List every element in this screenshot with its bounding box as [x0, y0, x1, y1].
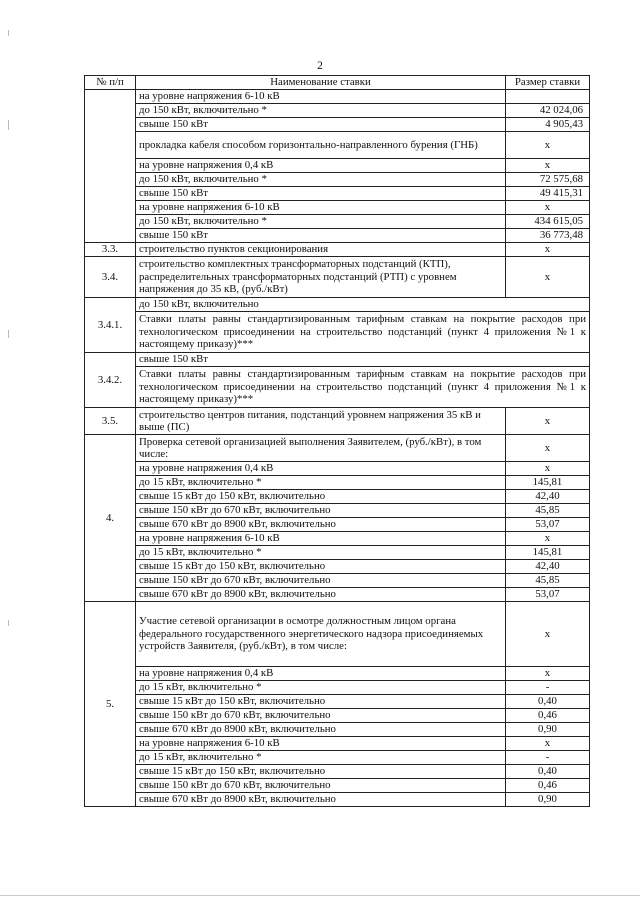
row-name: до 15 кВт, включительно * — [136, 751, 506, 765]
row-value: 0,46 — [506, 709, 590, 723]
row-name: до 150 кВт, включительно — [136, 298, 590, 312]
row-value: 0,40 — [506, 695, 590, 709]
header-num: № п/п — [85, 76, 136, 90]
row-value: х — [506, 132, 590, 159]
table-row — [85, 353, 590, 367]
table-row — [85, 560, 590, 574]
table-row — [85, 504, 590, 518]
row-name: свыше 15 кВт до 150 кВт, включительно — [136, 765, 506, 779]
table-row — [85, 546, 590, 560]
row-value: 0,46 — [506, 779, 590, 793]
row-name: строительство комплектных трансформаторных подстанций (КТП), распределительных трансформаторных подстанций (РТП) с уровнем напряжения до 35 кВ, (руб./кВт) — [136, 257, 506, 298]
row-num: 4. — [85, 435, 136, 602]
table-row — [85, 462, 590, 476]
row-note: Ставки платы равны стандартизированным тарифным ставкам на покрытие расходов при технологическом присоединении на строительство подстанций (пункт 4 приложения №1 к настоящему приказу)*** — [136, 367, 590, 408]
row-name: на уровне напряжения 0,4 кВ — [136, 159, 506, 173]
row-note: Ставки платы равны стандартизированным тарифным ставкам на покрытие расходов при технологическом присоединении на строительство подстанций (пункт 4 приложения №1 к настоящему приказу)*** — [136, 312, 590, 353]
table-row — [85, 779, 590, 793]
row-name: на уровне напряжения 0,4 кВ — [136, 462, 506, 476]
row-value: 42,40 — [506, 490, 590, 504]
row-value: 49 415,31 — [506, 187, 590, 201]
header-size: Размер ставки — [506, 76, 590, 90]
row-name: Участие сетевой организации в осмотре должностным лицом органа федерального государственного энергетического надзора присоединяемых устройств Заявителя, (руб./кВт), в том числе: — [136, 602, 506, 667]
table-row — [85, 312, 590, 353]
row-name: свыше 150 кВт — [136, 229, 506, 243]
row-name: до 150 кВт, включительно * — [136, 104, 506, 118]
row-name: Проверка сетевой организацией выполнения Заявителем, (руб./кВт), в том числе: — [136, 435, 506, 462]
row-value: 42 024,06 — [506, 104, 590, 118]
table-row — [85, 408, 590, 435]
table-row — [85, 243, 590, 257]
table-row — [85, 793, 590, 807]
row-value: 0,90 — [506, 793, 590, 807]
row-name: свыше 670 кВт до 8900 кВт, включительно — [136, 723, 506, 737]
table-row — [85, 187, 590, 201]
table-row — [85, 532, 590, 546]
row-name: свыше 15 кВт до 150 кВт, включительно — [136, 560, 506, 574]
row-name: свыше 150 кВт — [136, 118, 506, 132]
table-row — [85, 132, 590, 159]
row-name: на уровне напряжения 6-10 кВ — [136, 201, 506, 215]
row-value: 53,07 — [506, 518, 590, 532]
rates-table — [84, 75, 590, 807]
table-row — [85, 490, 590, 504]
table-row — [85, 229, 590, 243]
row-value: 42,40 — [506, 560, 590, 574]
table-row — [85, 681, 590, 695]
scan-mark — [8, 120, 9, 130]
page-number: 2 — [317, 60, 323, 72]
row-name: на уровне напряжения 6-10 кВ — [136, 532, 506, 546]
row-value: 4 905,43 — [506, 118, 590, 132]
row-value: х — [506, 462, 590, 476]
row-name: свыше 15 кВт до 150 кВт, включительно — [136, 695, 506, 709]
row-value: 0,40 — [506, 765, 590, 779]
row-value: х — [506, 159, 590, 173]
table-row — [85, 602, 590, 667]
table-row — [85, 476, 590, 490]
row-name: свыше 150 кВт до 670 кВт, включительно — [136, 709, 506, 723]
table-row — [85, 737, 590, 751]
table-header-row — [85, 76, 590, 90]
row-value: - — [506, 751, 590, 765]
row-num-empty — [85, 90, 136, 243]
row-value: 434 615,05 — [506, 215, 590, 229]
row-value: 145,81 — [506, 546, 590, 560]
row-value — [506, 90, 590, 104]
row-name: свыше 15 кВт до 150 кВт, включительно — [136, 490, 506, 504]
table-row — [85, 159, 590, 173]
table-row — [85, 695, 590, 709]
row-name: строительство пунктов секционирования — [136, 243, 506, 257]
row-name: на уровне напряжения 0,4 кВ — [136, 667, 506, 681]
table-row — [85, 90, 590, 104]
row-name: до 150 кВт, включительно * — [136, 215, 506, 229]
row-name: свыше 150 кВт — [136, 187, 506, 201]
row-num: 5. — [85, 602, 136, 807]
table-row — [85, 667, 590, 681]
table-row — [85, 588, 590, 602]
row-value: х — [506, 201, 590, 215]
row-name: строительство центров питания, подстанций уровнем напряжения 35 кВ и выше (ПС) — [136, 408, 506, 435]
row-value: 36 773,48 — [506, 229, 590, 243]
row-num: 3.4.2. — [85, 353, 136, 408]
row-num: 3.4. — [85, 257, 136, 298]
scan-mark — [8, 330, 9, 338]
row-name: свыше 150 кВт — [136, 353, 590, 367]
row-name: свыше 150 кВт до 670 кВт, включительно — [136, 779, 506, 793]
row-name: на уровне напряжения 6-10 кВ — [136, 90, 506, 104]
row-value: 53,07 — [506, 588, 590, 602]
row-name: свыше 670 кВт до 8900 кВт, включительно — [136, 588, 506, 602]
row-value: х — [506, 532, 590, 546]
row-value: х — [506, 243, 590, 257]
row-num: 3.4.1. — [85, 298, 136, 353]
row-value: х — [506, 408, 590, 435]
table-row — [85, 367, 590, 408]
scan-mark — [8, 30, 9, 36]
table-row — [85, 118, 590, 132]
table-row — [85, 574, 590, 588]
table-row — [85, 765, 590, 779]
header-name: Наименование ставки — [136, 76, 506, 90]
row-value: х — [506, 737, 590, 751]
row-value: 145,81 — [506, 476, 590, 490]
scan-mark — [8, 620, 9, 626]
table-row — [85, 298, 590, 312]
table-row — [85, 751, 590, 765]
table-row — [85, 723, 590, 737]
row-value: 45,85 — [506, 504, 590, 518]
row-name: прокладка кабеля способом горизонтально-направленного бурения (ГНБ) — [136, 132, 506, 159]
table-row — [85, 257, 590, 298]
row-value: 0,90 — [506, 723, 590, 737]
table-row — [85, 104, 590, 118]
table-row — [85, 435, 590, 462]
row-value: х — [506, 257, 590, 298]
row-name: до 15 кВт, включительно * — [136, 476, 506, 490]
row-value: х — [506, 602, 590, 667]
row-name: до 150 кВт, включительно * — [136, 173, 506, 187]
row-num: 3.3. — [85, 243, 136, 257]
table-row — [85, 709, 590, 723]
row-value: х — [506, 667, 590, 681]
table-row — [85, 201, 590, 215]
row-value: - — [506, 681, 590, 695]
row-name: до 15 кВт, включительно * — [136, 681, 506, 695]
row-num: 3.5. — [85, 408, 136, 435]
row-name: свыше 670 кВт до 8900 кВт, включительно — [136, 518, 506, 532]
row-name: до 15 кВт, включительно * — [136, 546, 506, 560]
table-row — [85, 518, 590, 532]
row-name: на уровне напряжения 6-10 кВ — [136, 737, 506, 751]
table-row — [85, 173, 590, 187]
row-name: свыше 670 кВт до 8900 кВт, включительно — [136, 793, 506, 807]
table-row — [85, 215, 590, 229]
scan-edge-line — [0, 895, 640, 896]
row-name: свыше 150 кВт до 670 кВт, включительно — [136, 504, 506, 518]
row-value: х — [506, 435, 590, 462]
row-name: свыше 150 кВт до 670 кВт, включительно — [136, 574, 506, 588]
row-value: 45,85 — [506, 574, 590, 588]
row-value: 72 575,68 — [506, 173, 590, 187]
